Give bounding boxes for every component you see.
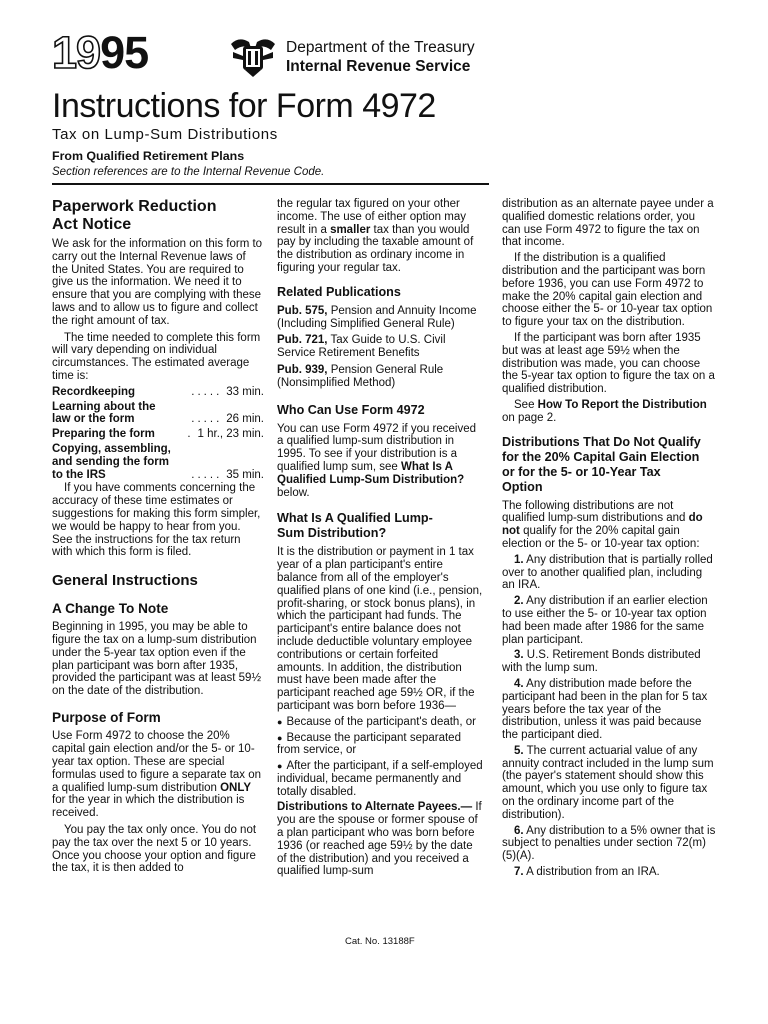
qualifying-condition-bullet: ● Because the participant separated from service, or (277, 732, 484, 758)
time-label: Copying, assembling, and sending the form to the IRS (52, 442, 171, 481)
agency-name (286, 38, 475, 76)
see-reporting-paragraph: See How To Report the Distribution on page 2. (502, 398, 707, 424)
column-1 (52, 198, 264, 875)
nonqualifying-item: 4. Any distribution made before the participant had been in the plan for 5 tax years before the tax year of the distribution, unless it was paid because the participant died. (502, 677, 708, 742)
time-row: Copying, assembling, and sending the form to the IRS ..... 35 min. (52, 442, 264, 481)
nonqualifying-item: 5. The current actuarial value of any annuity contract included in the lump sum (the payer's statement should show this amount, which you use only to figure tax on the ordinary income part of the distribution). (502, 744, 714, 821)
who-can-use-paragraph: You can use Form 4972 if you received a qualified lump-sum distribution in 1995. To see if your distribution is a qualified lump sum, see What Is A Qualified Lump-Sum Distribution? below. (277, 422, 477, 499)
page-title: Instructions for Form 4972 (52, 87, 436, 125)
header-divider (52, 183, 489, 185)
general-instructions-heading: General Instructions (52, 572, 198, 590)
qualified-distribution-heading: What Is A Qualified Lump-Sum Distribution? (277, 511, 433, 541)
publication-item: Pub. 575, Pension and Annuity Income (Including Simplified General Rule) (277, 304, 477, 330)
department-line: Department of the Treasury (286, 39, 475, 56)
time-label: Recordkeeping (52, 385, 136, 398)
qualifying-condition-bullet: ● Because of the participant's death, or (277, 716, 484, 729)
irs-eagle-logo-icon (229, 34, 277, 78)
qualified-distribution-paragraph: It is the distribution or payment in 1 tax year of a plan participant's entire balance from all of the employer's qualified plans of one kind (i.e., pension, profit-sharing, or stock bonus plans), in which the participant had funds. The participant's entire balance does not include deductible voluntary employee contributions or certain forfeited amounts. In addition, the distribution must have been made after the participant reached age 59½ OR, if the participant was born before 1936— (277, 546, 483, 712)
related-publications-heading: Related Publications (277, 284, 401, 299)
nonqualifying-item: 6. Any distribution to a 5% owner that is subject to penalties under section 72(m)(5)(A). (502, 824, 716, 863)
pra-paragraph-2: The time needed to complete this form will vary depending on individual circumstances. The estimated average time is: (52, 331, 261, 382)
change-heading: A Change To Note (52, 600, 169, 616)
nonqualifying-item: 1. Any distribution that is partially rolled over to another qualified plan, including an IRA. (502, 553, 713, 592)
time-value: 35 min. (226, 468, 264, 481)
time-value: 33 min. (226, 385, 264, 398)
section-references-note: Section references are to the Internal Revenue Code. (52, 166, 325, 178)
column-2 (277, 198, 484, 878)
nonqualifying-heading: Distributions That Do Not Qualify for the 20% Capital Gain Election or for the 5- or 10-Year Tax Option (502, 434, 701, 494)
catalog-number: Cat. No. 13188F (345, 936, 415, 947)
alternate-payee-continued: distribution as an alternate payee under a qualified domestic relations order, you can use Form 4972 to figure the tax on that income. (502, 198, 714, 249)
change-paragraph: Beginning in 1995, you may be able to figure the tax on a lump-sum distribution under the 5-year tax option even if the plan participant was born after 1935, provided the participant was at least 59½ on the date of the distribution. (52, 621, 262, 698)
page-subtitle: Tax on Lump-Sum Distributions (52, 126, 278, 143)
time-row: Preparing the form . 1 hr., 23 min. (52, 428, 264, 441)
purpose-paragraph-1: Use Form 4972 to choose the 20% capital gain election and/or the 5- or 10-year tax option. These are special formulas used to figure a separate tax on a qualified lump-sum distribution ONLY for the year in which the distribution is received. (52, 730, 262, 820)
column-3 (502, 198, 716, 879)
qualifying-condition-bullet: ● After the participant, if a self-employed individual, became permanently and totally disabled. (277, 760, 484, 798)
born-before-1936-paragraph: If the distribution is a qualified distribution and the participant was born before 1936, you can use Form 4972 to make the 20% capital gain election and choose either the 5- or 10-year tax option to figure your tax on the distribution. (502, 252, 713, 329)
time-estimates (52, 386, 264, 482)
purpose-heading: Purpose of Form (52, 709, 161, 725)
page-subtitle-2: From Qualified Retirement Plans (52, 149, 245, 163)
form-year: 1995 (52, 27, 149, 78)
irs-line: Internal Revenue Service (286, 58, 471, 75)
alternate-payees-paragraph: Distributions to Alternate Payees.— If you are the spouse or former spouse of a plan participant who was born before 1936 (or reached age 59½ by the date of the distribution) and you received a qualified lump-sum (277, 801, 482, 878)
pra-paragraph-1: We ask for the information on this form to carry out the Internal Revenue laws of the United States. You are required to give us the information. We need it to ensure that you are complying with these laws and to allow us to figure and collect the right amount of tax. (52, 238, 263, 327)
publication-item: Pub. 939, Pension General Rule (Nonsimplified Method) (277, 363, 444, 389)
time-value: 26 min. (226, 413, 264, 426)
born-after-1935-paragraph: If the participant was born after 1935 but was at least age 59½ when the distribution was made, you can choose the 5-year tax option to figure the tax on a qualified distribution. (502, 331, 715, 396)
nonqualifying-intro: The following distributions are not qualified lump-sum distributions and do not qualify for the 20% capital gain election or the 5- or 10-year tax option: (502, 499, 703, 550)
time-value: 1 hr., 23 min. (197, 428, 264, 441)
publication-item: Pub. 721, Tax Guide to U.S. Civil Service Retirement Benefits (277, 334, 446, 360)
nonqualifying-item: 7. A distribution from an IRA. (514, 866, 660, 879)
nonqualifying-item: 3. U.S. Retirement Bonds distributed with the lump sum. (502, 649, 701, 675)
pra-paragraph-3: If you have comments concerning the accuracy of these time estimates or suggestions for making this form simpler, we would be happy to hear from you. See the instructions for the tax return with which this form is filed. (52, 482, 261, 559)
pra-heading: Paperwork Reduction Act Notice (52, 198, 217, 233)
time-label: Learning about the law or the form (52, 400, 156, 426)
purpose-paragraph-2: You pay the tax only once. You do not pay the tax over the next 5 or 10 years. Once you choose your option and figure the tax, it is then added to (52, 823, 257, 875)
time-label: Preparing the form (52, 428, 155, 441)
who-can-use-heading: Who Can Use Form 4972 (277, 402, 425, 417)
options-paragraph: the regular tax figured on your other income. The use of either option may result in a smaller tax than you would pay by including the taxable amount of the distribution as ordinary income in figuring your regular tax. (277, 198, 474, 274)
time-row: Learning about the law or the form ..... 26 min. (52, 400, 264, 426)
nonqualifying-item: 2. Any distribution if an earlier election to use either the 5- or 10-year tax option had been made after 1986 for the same plan participant. (502, 595, 708, 646)
time-row: Recordkeeping ..... 33 min. (52, 385, 264, 398)
